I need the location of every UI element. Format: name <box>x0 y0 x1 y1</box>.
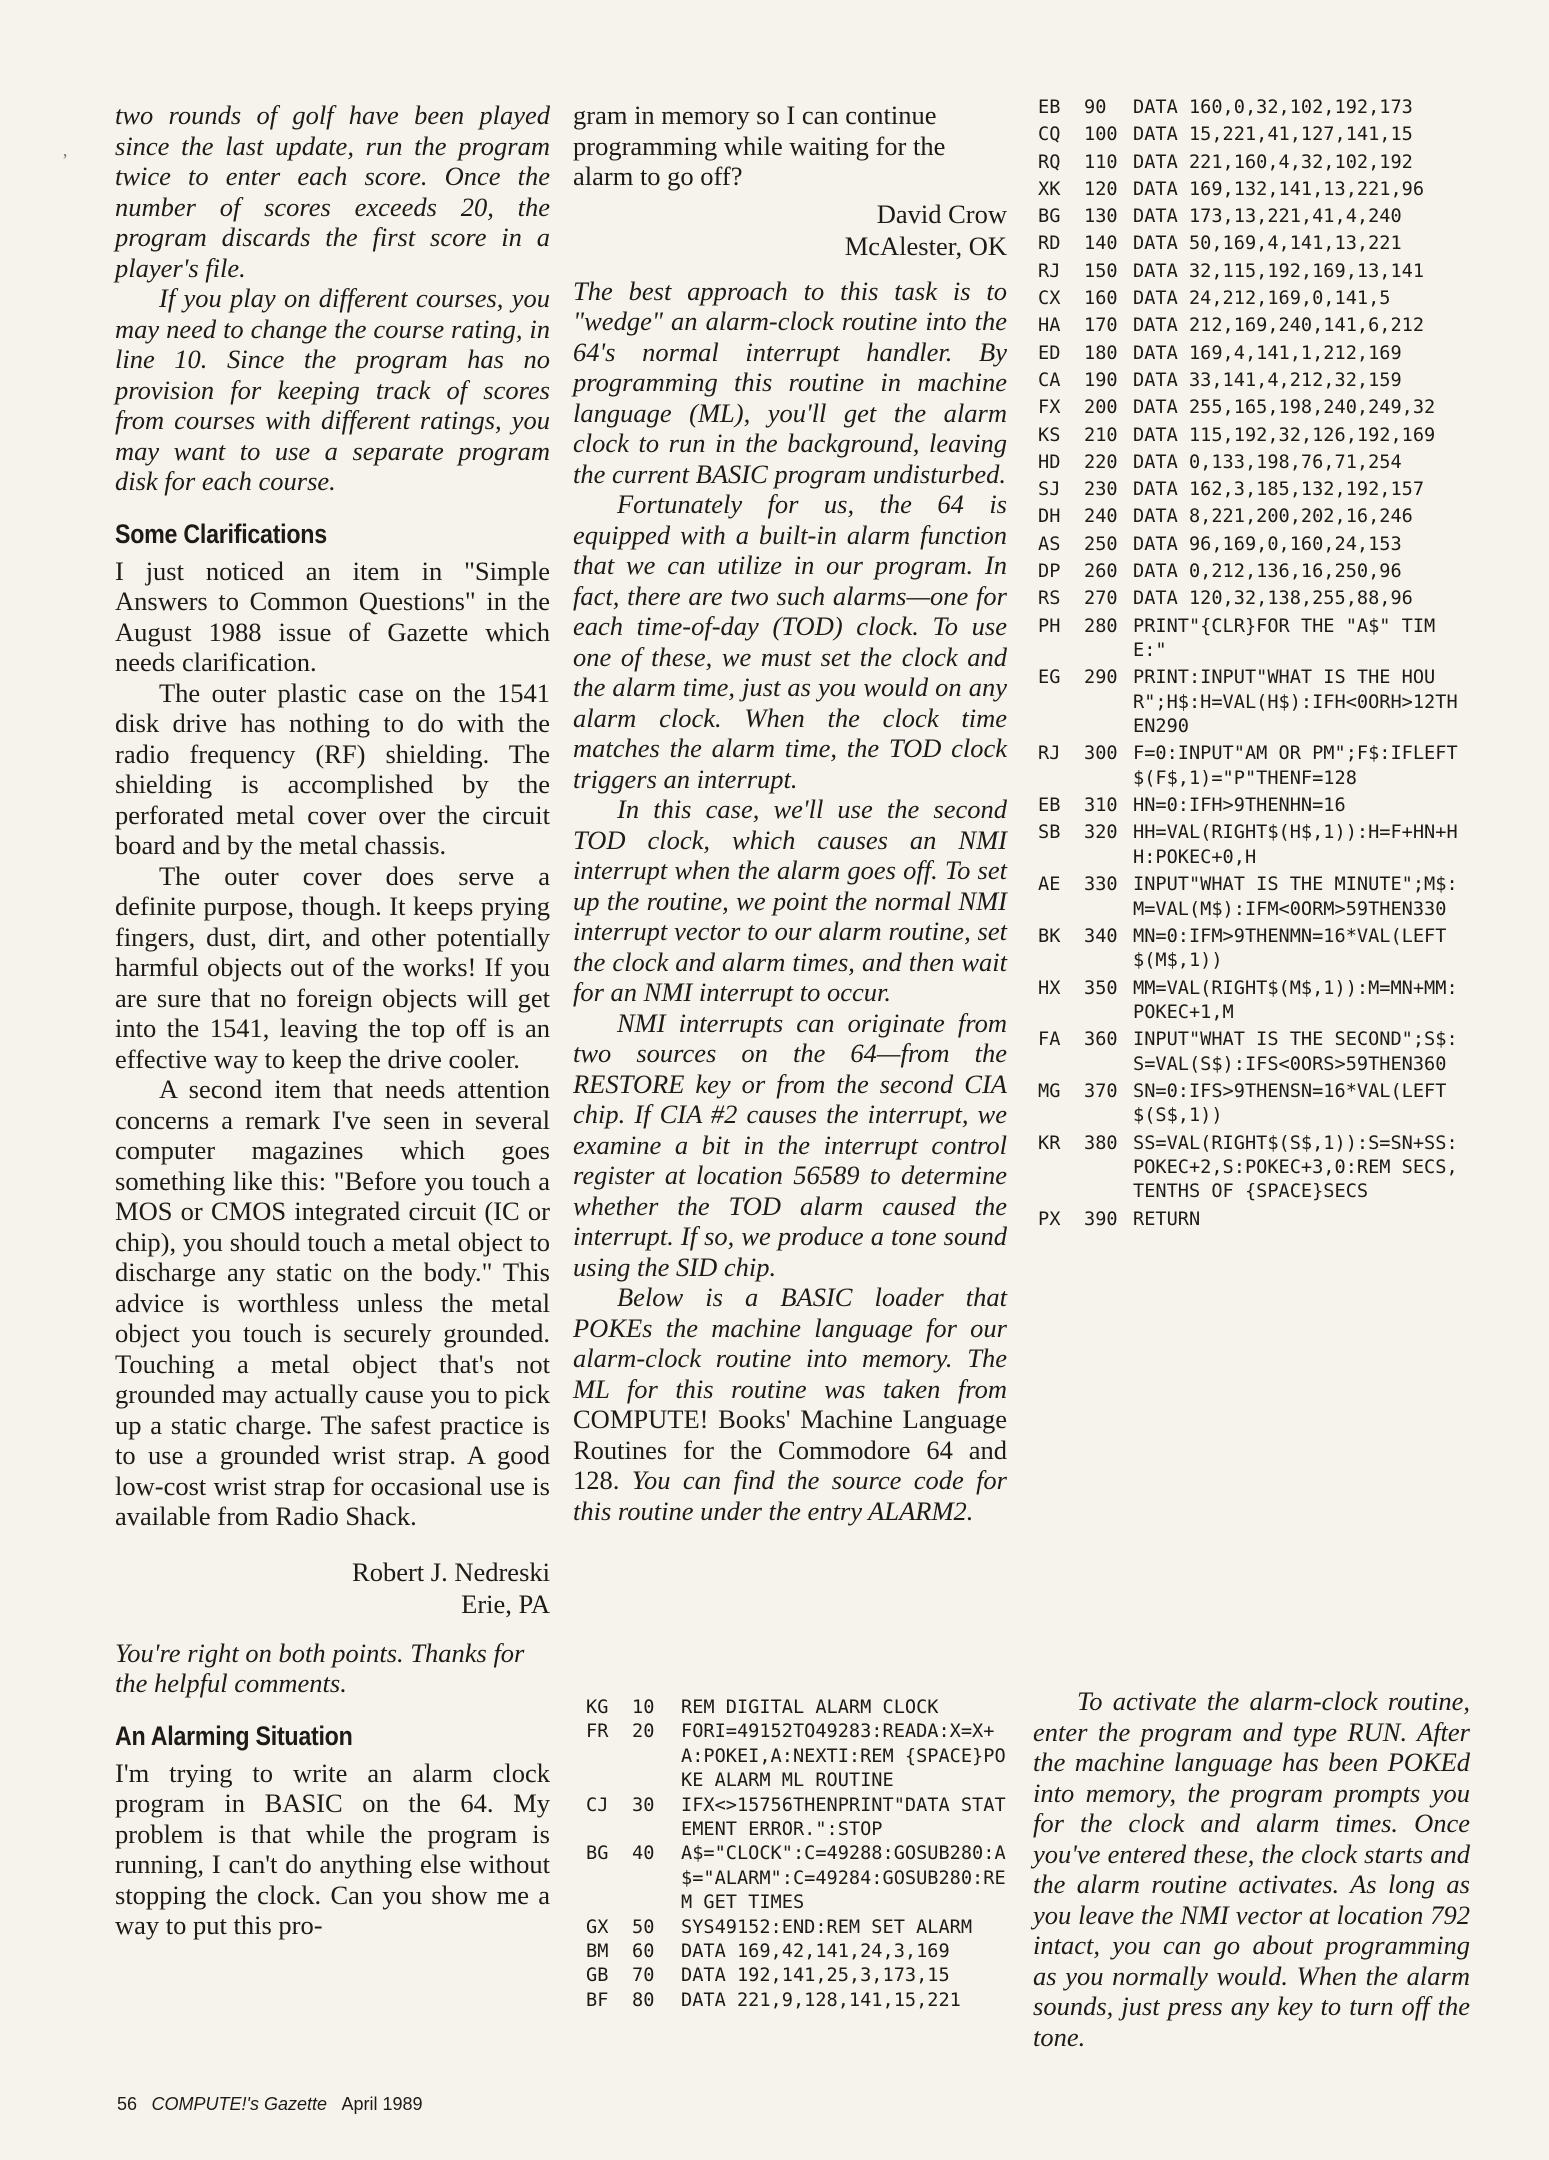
statement: PRINT:INPUT"WHAT IS THE HOUR";H$:H=VAL(H$):IFH<0ORH>12THEN290 <box>1133 667 1458 738</box>
checksum: FX <box>1038 397 1061 419</box>
checksum: KS <box>1038 424 1061 446</box>
line-number: 270 <box>1084 588 1118 610</box>
line-number: 220 <box>1084 451 1118 473</box>
program-listing-part-2 <box>1038 96 1468 1235</box>
listing-line <box>1038 666 1468 739</box>
activation-paragraph: To activate the alarm-clock routine, enter the program and type RUN. After the machine language has been POKEd into memory, the program prompts you for the clock and alarm times. Once you've entered these, the clock starts and the alarm routine activates. As long as you leave the NMI vector at location 792 intact, you can go about programming as you normally would. When the alarm sounds, just press any key to turn off the tone. <box>1033 1686 1470 2052</box>
line-number: 230 <box>1084 479 1118 501</box>
checksum: HA <box>1038 315 1061 337</box>
checksum: HD <box>1038 451 1061 473</box>
line-number: 390 <box>1084 1208 1118 1230</box>
line-number: 200 <box>1084 397 1118 419</box>
listing-line <box>1038 232 1468 256</box>
checksum: CA <box>1038 369 1061 391</box>
checksum: RJ <box>1038 743 1061 765</box>
listing-line <box>1038 314 1468 338</box>
line-number: 40 <box>632 1843 655 1865</box>
line-number: 310 <box>1084 795 1118 817</box>
checksum: RQ <box>1038 151 1061 173</box>
listing-line <box>1038 977 1468 1026</box>
listing-line <box>1038 287 1468 311</box>
listing-line <box>586 1989 1006 2013</box>
line-number: 300 <box>1084 743 1118 765</box>
statement: IFX<>15756THENPRINT"DATA STATEMENT ERROR.":STOP <box>681 1794 1006 1841</box>
line-number: 130 <box>1084 206 1118 228</box>
statement: DATA 115,192,32,126,192,169 <box>1133 424 1436 446</box>
alarm-question-continued: gram in memory so I can continue programming while waiting for the alarm to go off? <box>573 100 946 191</box>
checksum: KR <box>1038 1132 1061 1154</box>
signature-place-1: Erie, PA <box>461 1588 550 1619</box>
listing-line <box>1038 742 1468 791</box>
checksum: BG <box>1038 206 1061 228</box>
signature-place-2: McAlester, OK <box>844 230 1007 261</box>
answer-paragraph-3: In this case, we'll use the second TOD clock, which causes an NMI interrupt when the alarm goes off. To set up the routine, we point the normal NMI interrupt vector to our alarm routine, set the clock and alarm times, and then wait for an NMI interrupt to occur. <box>573 794 1007 1007</box>
line-number: 380 <box>1084 1132 1118 1154</box>
statement: SS=VAL(RIGHT$(S$,1)):S=SN+SS:POKEC+2,S:POKEC+3,0:REM SECS, TENTHS OF {SPACE}SECS <box>1133 1132 1469 1203</box>
checksum: FA <box>1038 1029 1061 1051</box>
checksum: ED <box>1038 342 1061 364</box>
statement: REM DIGITAL ALARM CLOCK <box>681 1697 939 1718</box>
line-number: 10 <box>632 1697 655 1718</box>
checksum: RS <box>1038 588 1061 610</box>
line-number: 170 <box>1084 315 1118 337</box>
issue-date: April 1989 <box>341 2094 423 2114</box>
checksum: CJ <box>586 1794 609 1816</box>
line-number: 90 <box>1084 97 1107 118</box>
checksum: BG <box>586 1843 609 1865</box>
line-number: 80 <box>632 1989 655 2011</box>
checksum: PH <box>1038 615 1061 637</box>
listing-line <box>586 1794 1006 1843</box>
reply-1: You're right on both points. Thanks for the helpful comments. <box>115 1637 525 1698</box>
listing-line <box>1038 260 1468 284</box>
page-footer <box>117 2094 423 2115</box>
margin-mark: ’ <box>62 150 68 170</box>
listing-line <box>1038 396 1468 420</box>
listing-line <box>586 1842 1006 1915</box>
listing-line <box>1038 873 1468 922</box>
line-number: 190 <box>1084 369 1118 391</box>
statement: INPUT"WHAT IS THE MINUTE";M$:M=VAL(M$):IFM<0ORM>59THEN330 <box>1133 874 1458 920</box>
checksum: XK <box>1038 178 1061 200</box>
statement: DATA 169,4,141,1,212,169 <box>1133 342 1402 364</box>
line-number: 30 <box>632 1794 655 1816</box>
answer-paragraph-2: Fortunately for us, the 64 is equipped with a built-in alarm function that we can utilize in our program. In fact, there are two such alarms—one for each time-of-day (TOD) clock. To use one of these, we must set the clock and the alarm time, just as you would on any alarm clock. When the clock time matches the alarm time, the TOD clock triggers an interrupt. <box>573 489 1007 794</box>
statement: DATA 0,133,198,76,71,254 <box>1133 451 1402 473</box>
listing-line <box>586 1964 1006 1988</box>
answer-paragraph-1: The best approach to this task is to "wedge" an alarm-clock routine into the 64's normal interrupt handler. By programming this routine in machine language (ML), you'll get the alarm clock to run in the background, leaving the current BASIC program undisturbed. <box>573 275 1007 489</box>
listing-line <box>1038 587 1468 611</box>
listing-line <box>1038 533 1468 557</box>
line-number: 360 <box>1084 1029 1118 1051</box>
listing-line <box>1038 560 1468 584</box>
statement: PRINT"{CLR}FOR THE "A$" TIME:" <box>1133 615 1436 662</box>
program-listing-part-1 <box>586 1696 1006 2013</box>
statement: INPUT"WHAT IS THE SECOND";S$:S=VAL(S$):IFS<0ORS>59THEN360 <box>1133 1029 1458 1075</box>
line-number: 180 <box>1084 342 1118 364</box>
statement: DATA 0,212,136,16,250,96 <box>1133 561 1402 583</box>
answer-paragraph-4: NMI interrupts can originate from two sources on the 64—from the RESTORE key or from the second CIA chip. If CIA #2 causes the interrupt, we examine a bit in the interrupt control register at location 56589 to determine whether the TOD alarm caused the interrupt. If so, we produce a tone sound using the SID chip. <box>573 1007 1007 1282</box>
line-number: 60 <box>632 1941 655 1963</box>
statement: DATA 192,141,25,3,173,15 <box>681 1965 950 1987</box>
checksum: DH <box>1038 506 1061 528</box>
listing-line <box>586 1940 1006 1964</box>
listing-line <box>1038 369 1468 393</box>
checksum: CQ <box>1038 124 1061 146</box>
line-number: 370 <box>1084 1080 1118 1102</box>
listing-line <box>1038 123 1468 147</box>
statement: DATA 221,9,128,141,15,221 <box>681 1989 961 2011</box>
statement: DATA 169,132,141,13,221,96 <box>1133 178 1425 200</box>
statement: DATA 212,169,240,141,6,212 <box>1133 315 1425 337</box>
line-number: 210 <box>1084 424 1118 446</box>
statement: DATA 255,165,198,240,249,32 <box>1133 397 1436 419</box>
statement: DATA 120,32,138,255,88,96 <box>1133 588 1413 610</box>
checksum: RD <box>1038 233 1061 255</box>
checksum: AE <box>1038 874 1061 896</box>
checksum: CX <box>1038 288 1061 310</box>
checksum: HX <box>1038 977 1061 999</box>
line-number: 150 <box>1084 260 1118 282</box>
answer-5-part-4: You can find the source code for this routine under the entry ALARM2. <box>573 1465 1007 1526</box>
alarm-question: I'm trying to write an alarm clock program in BASIC on the 64. My problem is that while the program is running, I can't do anything else without stopping the clock. Can you show me a way to put this pro- <box>115 1757 550 1940</box>
checksum: MG <box>1038 1080 1061 1102</box>
heading-some-clarifications: Some Clarifications <box>115 518 327 549</box>
listing-line <box>1038 178 1468 202</box>
line-number: 50 <box>632 1916 655 1938</box>
statement: DATA 162,3,185,132,192,157 <box>1133 479 1425 501</box>
listing-line <box>1038 96 1468 120</box>
listing-line <box>586 1696 1006 1720</box>
statement: DATA 8,221,200,202,16,246 <box>1133 506 1413 528</box>
statement: F=0:INPUT"AM OR PM";F$:IFLEFT$(F$,1)="P"THENF=128 <box>1133 743 1458 789</box>
statement: DATA 24,212,169,0,141,5 <box>1133 288 1391 310</box>
statement: HH=VAL(RIGHT$(H$,1)):H=F+HN+HH:POKEC+0,H <box>1133 822 1458 868</box>
statement: RETURN <box>1133 1208 1201 1230</box>
column-3-text <box>1033 1686 1470 2052</box>
checksum: KG <box>586 1697 609 1718</box>
checksum: BF <box>586 1989 609 2011</box>
statement: A$="CLOCK":C=49288:GOSUB280:A$="ALARM":C=49284:GOSUB280:REM GET TIMES <box>681 1843 1006 1914</box>
line-number: 120 <box>1084 178 1118 200</box>
checksum: EB <box>1038 795 1061 817</box>
checksum: SJ <box>1038 479 1061 501</box>
statement: DATA 33,141,4,212,32,159 <box>1133 369 1402 391</box>
checksum: GX <box>586 1916 609 1938</box>
listing-line <box>1038 505 1468 529</box>
listing-line <box>1038 424 1468 448</box>
checksum: AS <box>1038 533 1061 555</box>
listing-line <box>1038 478 1468 502</box>
listing-line <box>1038 925 1468 974</box>
line-number: 70 <box>632 1965 655 1987</box>
statement: DATA 221,160,4,32,102,192 <box>1133 151 1413 173</box>
line-number: 240 <box>1084 506 1118 528</box>
clarification-paragraph-2: The outer plastic case on the 1541 disk drive has nothing to do with the radio frequency (RF) shielding. The shielding is accomplished by the perforated metal cover over the circuit board and by the metal chassis. <box>115 677 550 860</box>
statement: DATA 50,169,4,141,13,221 <box>1133 233 1402 255</box>
statement: SN=0:IFS>9THENSN=16*VAL(LEFT$(S$,1)) <box>1133 1080 1447 1127</box>
listing-line <box>1038 1132 1468 1205</box>
listing-line <box>1038 615 1468 664</box>
signature-name-2: David Crow <box>876 198 1007 229</box>
statement: DATA 169,42,141,24,3,169 <box>681 1941 950 1963</box>
magazine-name: COMPUTE!'s Gazette <box>151 2094 328 2114</box>
checksum: SB <box>1038 822 1061 844</box>
checksum: EB <box>1038 97 1061 118</box>
statement: DATA 96,169,0,160,24,153 <box>1133 533 1402 555</box>
checksum: FR <box>586 1721 609 1743</box>
line-number: 260 <box>1084 561 1118 583</box>
statement: MN=0:IFM>9THENMN=16*VAL(LEFT$(M$,1)) <box>1133 925 1447 972</box>
line-number: 140 <box>1084 233 1118 255</box>
statement: DATA 160,0,32,102,192,173 <box>1133 97 1413 118</box>
statement: SYS49152:END:REM SET ALARM <box>681 1916 973 1938</box>
statement: FORI=49152TO49283:READA:X=X+A:POKEI,A:NEXTI:REM {SPACE}POKE ALARM ML ROUTINE <box>681 1721 1006 1792</box>
line-number: 100 <box>1084 124 1118 146</box>
column-1 <box>115 100 550 1941</box>
golf-paragraph-2: If you play on different courses, you may need to change the course rating, in line 10. Since the program has no provision for keeping track of scores from courses with different ratings, you may want to use a separate program disk for each course. <box>115 283 550 496</box>
line-number: 330 <box>1084 874 1118 896</box>
line-number: 160 <box>1084 288 1118 310</box>
statement: MM=VAL(RIGHT$(M$,1)):M=MN+MM:POKEC+1,M <box>1133 977 1458 1023</box>
line-number: 280 <box>1084 615 1118 637</box>
checksum: BM <box>586 1941 609 1963</box>
clarification-paragraph-1: I just noticed an item in "Simple Answers to Common Questions" in the August 1988 issue of Gazette which needs clarification. <box>115 555 550 677</box>
answer-5-part-3: Machine Language Routines for the Commodore 64 and 128. <box>573 1404 1007 1495</box>
statement: HN=0:IFH>9THENHN=16 <box>1133 795 1346 817</box>
listing-line <box>1038 451 1468 475</box>
listing-line <box>586 1916 1006 1940</box>
statement: DATA 32,115,192,169,13,141 <box>1133 260 1425 282</box>
listing-line <box>1038 1208 1468 1232</box>
line-number: 250 <box>1084 533 1118 555</box>
checksum: RJ <box>1038 260 1061 282</box>
listing-line <box>1038 794 1468 818</box>
checksum: GB <box>586 1965 609 1987</box>
checksum: BK <box>1038 925 1061 947</box>
listing-line <box>1038 821 1468 870</box>
line-number: 350 <box>1084 977 1118 999</box>
answer-5-part-1: Below is a BASIC loader that POKEs the machine language for our alarm-clock routine into memory. The ML for this routine was taken from <box>573 1282 1007 1404</box>
checksum: EG <box>1038 667 1061 689</box>
checksum: PX <box>1038 1208 1061 1230</box>
line-number: 290 <box>1084 667 1118 689</box>
answer-5-part-2: COMPUTE! Books' <box>573 1404 791 1434</box>
line-number: 20 <box>632 1721 655 1743</box>
page-number: 56 <box>117 2094 138 2114</box>
listing-line <box>1038 1080 1468 1129</box>
column-2 <box>573 100 1007 1526</box>
statement: DATA 173,13,221,41,4,240 <box>1133 206 1402 228</box>
listing-line <box>1038 205 1468 229</box>
heading-alarming-situation: An Alarming Situation <box>115 1720 353 1751</box>
statement: DATA 15,221,41,127,141,15 <box>1133 124 1413 146</box>
golf-paragraph-1: two rounds of golf have been played since the last update, run the program twice to enter each score. Once the number of scores exceeds 20, the program discards the first score in a player's file. <box>115 100 550 283</box>
clarification-paragraph-3: The outer cover does serve a definite purpose, though. It keeps prying fingers, dust, dirt, and other potentially harmful objects out of the works! If you are sure that no foreign objects will get into the 1541, leaving the top off is an effective way to keep the drive cooler. <box>115 860 550 1074</box>
listing-line <box>1038 1028 1468 1077</box>
answer-paragraph-5 <box>573 1282 1007 1526</box>
listing-line <box>1038 342 1468 366</box>
line-number: 110 <box>1084 151 1118 173</box>
listing-line <box>1038 151 1468 175</box>
listing-line <box>586 1720 1006 1793</box>
line-number: 340 <box>1084 925 1118 947</box>
signature-name-1: Robert J. Nedreski <box>352 1556 550 1587</box>
checksum: DP <box>1038 561 1061 583</box>
line-number: 320 <box>1084 822 1118 844</box>
clarification-paragraph-4: A second item that needs attention concerns a remark I've seen in several computer magazines which goes something like this: "Before you touch a MOS or CMOS integrated circuit (IC or chip), you should touch a metal object to discharge any static on the body." This advice is worthless unless the metal object you touch is securely grounded. Touching a metal object that's not grounded may actually cause you to pick up a static charge. The safest practice is to use a grounded wrist strap. A good low-cost wrist strap for occasional use is available from Radio Shack. <box>115 1074 550 1531</box>
